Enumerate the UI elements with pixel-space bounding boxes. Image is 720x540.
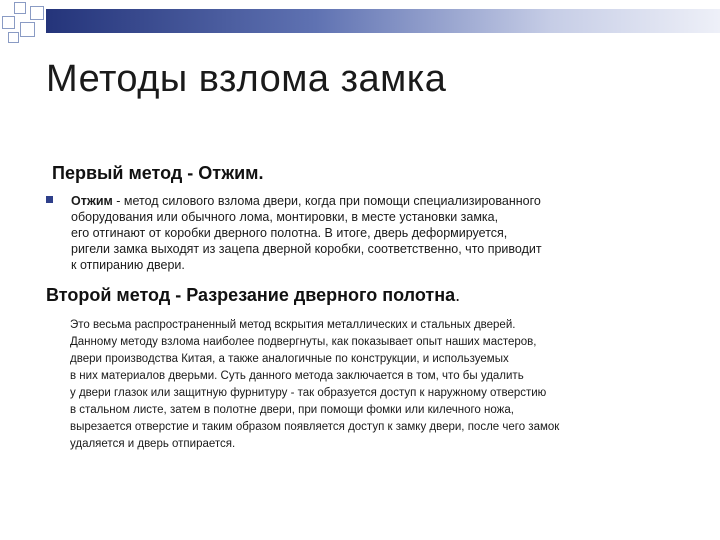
- text-line: в них материалов дверьми. Суть данного метода заключается в том, что бы удалить: [70, 370, 524, 382]
- text-line: в стальном листе, затем в полотне двери, при помощи фомки или килечного ножа,: [70, 404, 514, 416]
- text-line: у двери глазок или защитную фурнитуру - так образуется доступ к наружному отверстию: [70, 387, 547, 399]
- text-line-part: - метод силового взлома двери, когда при помощи специализированного: [112, 194, 541, 208]
- text-line: [71, 193, 711, 209]
- deco-square: [20, 22, 35, 37]
- text-line: двери производства Китая, а также аналогичные по конструкции, и используемых: [70, 353, 509, 365]
- text-line: оборудования или обычного лома, монтировки, в месте установки замка,: [71, 210, 499, 224]
- deco-square: [8, 32, 19, 43]
- deco-square: [14, 2, 26, 14]
- text-line: его отгинают от коробки дверного полотна. В итоге, дверь деформируется,: [71, 226, 508, 240]
- slide-title: Методы взлома замка: [46, 58, 447, 100]
- section1-heading: Первый метод - Отжим.: [52, 163, 264, 183]
- deco-square: [2, 16, 15, 29]
- section2-heading-text: Второй метод - Разрезание дверного полотна: [46, 285, 456, 305]
- square-bullet-icon: [46, 196, 53, 203]
- squares-decoration-icon: [0, 0, 48, 46]
- term-otzhim: Отжим: [71, 194, 113, 208]
- section2-paragraph: [70, 317, 715, 453]
- header-gradient-bar: [46, 9, 720, 33]
- text-line: Это весьма распространенный метод вскрытия металлических и стальных дверей.: [70, 319, 516, 331]
- text-line: к отпиранию двери.: [71, 258, 185, 272]
- text-line: удаляется и дверь отпирается.: [70, 438, 236, 450]
- deco-square: [30, 6, 44, 20]
- text-line: Данному методу взлома наиболее подвергнуты, как показывает опыт наших мастеров,: [70, 336, 537, 348]
- text-line: ригели замка выходят из зацепа дверной коробки, соответственно, что приводит: [71, 242, 542, 256]
- text-line: вырезается отверстие и таким образом появляется доступ к замку двери, после чего замок: [70, 421, 560, 433]
- section1-paragraph: [71, 193, 711, 273]
- section2-heading-period: .: [455, 285, 461, 305]
- section2-heading: [46, 285, 460, 306]
